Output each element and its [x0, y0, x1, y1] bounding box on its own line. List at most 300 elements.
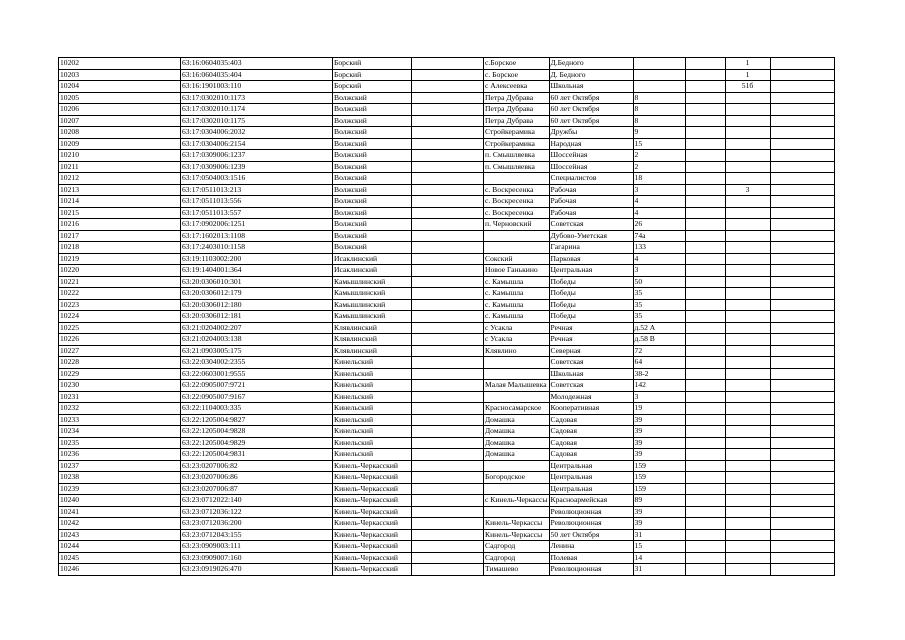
- table-row: [59, 207, 835, 219]
- building-cell: [685, 564, 725, 576]
- apartment-cell: [725, 299, 770, 311]
- blank-column-cell: [412, 426, 484, 438]
- building-cell: [685, 138, 725, 150]
- record-number-cell: 10228: [59, 357, 181, 369]
- building-cell: [685, 184, 725, 196]
- street-cell: Победы: [549, 288, 633, 300]
- district-cell: Волжский: [333, 242, 412, 254]
- record-number-cell: 10239: [59, 483, 181, 495]
- settlement-cell: [484, 483, 550, 495]
- table-row: [59, 564, 835, 576]
- house-number-cell: 9: [633, 127, 685, 139]
- cadastral-number-cell: 63:21:0204002:207: [181, 322, 333, 334]
- apartment-cell: [725, 92, 770, 104]
- street-cell: Рабочая: [549, 184, 633, 196]
- extra-cell: [770, 288, 834, 300]
- extra-cell: [770, 334, 834, 346]
- blank-column-cell: [412, 219, 484, 231]
- district-cell: Клявлинский: [333, 345, 412, 357]
- building-cell: [685, 276, 725, 288]
- cadastral-number-cell: 63:19:1103002:200: [181, 253, 333, 265]
- extra-cell: [770, 403, 834, 415]
- table-row: [59, 58, 835, 70]
- cadastral-number-cell: 63:17:0511013:213: [181, 184, 333, 196]
- house-number-cell: д.58 В: [633, 334, 685, 346]
- district-cell: Волжский: [333, 127, 412, 139]
- apartment-cell: [725, 495, 770, 507]
- table-row: [59, 242, 835, 254]
- settlement-cell: с Усакла: [484, 334, 550, 346]
- building-cell: [685, 495, 725, 507]
- house-number-cell: 72: [633, 345, 685, 357]
- cadastral-number-cell: 63:20:0306012:180: [181, 299, 333, 311]
- record-number-cell: 10236: [59, 449, 181, 461]
- cadastral-number-cell: 63:23:0909007:160: [181, 552, 333, 564]
- house-number-cell: 4: [633, 207, 685, 219]
- blank-column-cell: [412, 529, 484, 541]
- building-cell: [685, 380, 725, 392]
- house-number-cell: [633, 69, 685, 81]
- building-cell: [685, 253, 725, 265]
- district-cell: Борский: [333, 58, 412, 70]
- street-cell: Гагарина: [549, 242, 633, 254]
- house-number-cell: 159: [633, 472, 685, 484]
- settlement-cell: Садгород: [484, 541, 550, 553]
- record-number-cell: 10214: [59, 196, 181, 208]
- building-cell: [685, 437, 725, 449]
- settlement-cell: с.Борское: [484, 58, 550, 70]
- apartment-cell: [725, 150, 770, 162]
- cadastral-number-cell: 63:21:0903005:175: [181, 345, 333, 357]
- blank-column-cell: [412, 322, 484, 334]
- blank-column-cell: [412, 460, 484, 472]
- settlement-cell: Петра Дубрава: [484, 115, 550, 127]
- record-number-cell: 10240: [59, 495, 181, 507]
- extra-cell: [770, 299, 834, 311]
- extra-cell: [770, 253, 834, 265]
- house-number-cell: 38-2: [633, 368, 685, 380]
- house-number-cell: 50: [633, 276, 685, 288]
- extra-cell: [770, 483, 834, 495]
- building-cell: [685, 541, 725, 553]
- table-row: [59, 276, 835, 288]
- district-cell: Кинельский: [333, 414, 412, 426]
- table-row: [59, 518, 835, 530]
- record-number-cell: 10238: [59, 472, 181, 484]
- settlement-cell: Стройкерамика: [484, 127, 550, 139]
- settlement-cell: Домашка: [484, 449, 550, 461]
- registry-sheet: [58, 57, 835, 576]
- street-cell: Речная: [549, 334, 633, 346]
- apartment-cell: [725, 414, 770, 426]
- street-cell: Северная: [549, 345, 633, 357]
- blank-column-cell: [412, 196, 484, 208]
- table-row: [59, 380, 835, 392]
- district-cell: Кинельский: [333, 391, 412, 403]
- settlement-cell: [484, 357, 550, 369]
- house-number-cell: 19: [633, 403, 685, 415]
- house-number-cell: 31: [633, 529, 685, 541]
- building-cell: [685, 391, 725, 403]
- street-cell: Центральная: [549, 460, 633, 472]
- district-cell: Кинельский: [333, 426, 412, 438]
- record-number-cell: 10206: [59, 104, 181, 116]
- table-row: [59, 506, 835, 518]
- record-number-cell: 10226: [59, 334, 181, 346]
- district-cell: Кинельский: [333, 437, 412, 449]
- settlement-cell: [484, 391, 550, 403]
- building-cell: [685, 334, 725, 346]
- street-cell: Рабочая: [549, 207, 633, 219]
- blank-column-cell: [412, 69, 484, 81]
- blank-column-cell: [412, 115, 484, 127]
- building-cell: [685, 552, 725, 564]
- district-cell: Кинель-Черкасский: [333, 460, 412, 472]
- table-row: [59, 173, 835, 185]
- table-row: [59, 357, 835, 369]
- extra-cell: [770, 173, 834, 185]
- district-cell: Камышлинский: [333, 311, 412, 323]
- cadastral-number-cell: 63:22:1205004:9828: [181, 426, 333, 438]
- record-number-cell: 10229: [59, 368, 181, 380]
- blank-column-cell: [412, 299, 484, 311]
- house-number-cell: [633, 58, 685, 70]
- extra-cell: [770, 81, 834, 93]
- record-number-cell: 10215: [59, 207, 181, 219]
- house-number-cell: [633, 81, 685, 93]
- apartment-cell: 3: [725, 184, 770, 196]
- house-number-cell: 39: [633, 449, 685, 461]
- cadastral-number-cell: 63:23:0712043:155: [181, 529, 333, 541]
- district-cell: Волжский: [333, 92, 412, 104]
- extra-cell: [770, 322, 834, 334]
- building-cell: [685, 426, 725, 438]
- cadastral-number-cell: 63:23:0207006:87: [181, 483, 333, 495]
- house-number-cell: 8: [633, 115, 685, 127]
- table-row: [59, 437, 835, 449]
- extra-cell: [770, 242, 834, 254]
- building-cell: [685, 357, 725, 369]
- record-number-cell: 10227: [59, 345, 181, 357]
- district-cell: Кинель-Черкасский: [333, 552, 412, 564]
- record-number-cell: 10244: [59, 541, 181, 553]
- street-cell: Победы: [549, 276, 633, 288]
- building-cell: [685, 230, 725, 242]
- settlement-cell: Петра Дубрава: [484, 92, 550, 104]
- settlement-cell: п. Черновский: [484, 219, 550, 231]
- building-cell: [685, 345, 725, 357]
- settlement-cell: с. Камышла: [484, 299, 550, 311]
- table-row: [59, 460, 835, 472]
- building-cell: [685, 161, 725, 173]
- apartment-cell: [725, 104, 770, 116]
- blank-column-cell: [412, 334, 484, 346]
- blank-column-cell: [412, 449, 484, 461]
- district-cell: Клявлинский: [333, 322, 412, 334]
- cadastral-number-cell: 63:22:1205004:9829: [181, 437, 333, 449]
- street-cell: Молодежная: [549, 391, 633, 403]
- street-cell: Рабочая: [549, 196, 633, 208]
- cadastral-number-cell: 63:17:0304006:2154: [181, 138, 333, 150]
- table-row: [59, 230, 835, 242]
- record-number-cell: 10221: [59, 276, 181, 288]
- table-row: [59, 161, 835, 173]
- district-cell: Борский: [333, 69, 412, 81]
- apartment-cell: [725, 311, 770, 323]
- apartment-cell: [725, 138, 770, 150]
- building-cell: [685, 518, 725, 530]
- district-cell: Волжский: [333, 115, 412, 127]
- district-cell: Волжский: [333, 138, 412, 150]
- blank-column-cell: [412, 242, 484, 254]
- cadastral-number-cell: 63:20:0306012:181: [181, 311, 333, 323]
- street-cell: Народная: [549, 138, 633, 150]
- blank-column-cell: [412, 58, 484, 70]
- district-cell: Волжский: [333, 196, 412, 208]
- cadastral-number-cell: 63:17:0309006:1239: [181, 161, 333, 173]
- blank-column-cell: [412, 81, 484, 93]
- house-number-cell: 89: [633, 495, 685, 507]
- apartment-cell: [725, 265, 770, 277]
- building-cell: [685, 69, 725, 81]
- building-cell: [685, 506, 725, 518]
- extra-cell: [770, 552, 834, 564]
- district-cell: Камышлинский: [333, 288, 412, 300]
- street-cell: Революционная: [549, 506, 633, 518]
- blank-column-cell: [412, 138, 484, 150]
- table-row: [59, 196, 835, 208]
- extra-cell: [770, 150, 834, 162]
- blank-column-cell: [412, 518, 484, 530]
- blank-column-cell: [412, 403, 484, 415]
- record-number-cell: 10231: [59, 391, 181, 403]
- settlement-cell: с. Камышла: [484, 311, 550, 323]
- apartment-cell: [725, 506, 770, 518]
- building-cell: [685, 311, 725, 323]
- extra-cell: [770, 184, 834, 196]
- extra-cell: [770, 518, 834, 530]
- settlement-cell: Домашка: [484, 414, 550, 426]
- blank-column-cell: [412, 564, 484, 576]
- house-number-cell: 159: [633, 483, 685, 495]
- street-cell: Советская: [549, 219, 633, 231]
- blank-column-cell: [412, 391, 484, 403]
- extra-cell: [770, 529, 834, 541]
- house-number-cell: 35: [633, 311, 685, 323]
- apartment-cell: [725, 242, 770, 254]
- building-cell: [685, 196, 725, 208]
- record-number-cell: 10234: [59, 426, 181, 438]
- building-cell: [685, 173, 725, 185]
- extra-cell: [770, 345, 834, 357]
- settlement-cell: Стройкерамика: [484, 138, 550, 150]
- apartment-cell: [725, 449, 770, 461]
- blank-column-cell: [412, 414, 484, 426]
- house-number-cell: 14: [633, 552, 685, 564]
- extra-cell: [770, 58, 834, 70]
- blank-column-cell: [412, 541, 484, 553]
- settlement-cell: с. Камышла: [484, 288, 550, 300]
- cadastral-number-cell: 63:20:0306012:179: [181, 288, 333, 300]
- extra-cell: [770, 138, 834, 150]
- apartment-cell: [725, 219, 770, 231]
- blank-column-cell: [412, 184, 484, 196]
- record-number-cell: 10235: [59, 437, 181, 449]
- building-cell: [685, 368, 725, 380]
- settlement-cell: Малая Малышевка: [484, 380, 550, 392]
- street-cell: Садовая: [549, 449, 633, 461]
- cadastral-number-cell: 63:22:1205004:9831: [181, 449, 333, 461]
- street-cell: Д. Бедного: [549, 69, 633, 81]
- street-cell: Победы: [549, 299, 633, 311]
- settlement-cell: Петра Дубрава: [484, 104, 550, 116]
- street-cell: Дубово-Уметская: [549, 230, 633, 242]
- cadastral-number-cell: 63:22:0304002:2355: [181, 357, 333, 369]
- district-cell: Кинель-Черкасский: [333, 483, 412, 495]
- district-cell: Камышлинский: [333, 299, 412, 311]
- district-cell: Кинельский: [333, 380, 412, 392]
- cadastral-number-cell: 63:22:1104003:335: [181, 403, 333, 415]
- blank-column-cell: [412, 552, 484, 564]
- house-number-cell: 2: [633, 150, 685, 162]
- table-body: [59, 58, 835, 576]
- blank-column-cell: [412, 380, 484, 392]
- extra-cell: [770, 230, 834, 242]
- apartment-cell: 1: [725, 69, 770, 81]
- building-cell: [685, 414, 725, 426]
- cadastral-number-cell: 63:17:0302010:1175: [181, 115, 333, 127]
- apartment-cell: [725, 196, 770, 208]
- street-cell: 60 лет Октября: [549, 115, 633, 127]
- blank-column-cell: [412, 368, 484, 380]
- settlement-cell: Богородское: [484, 472, 550, 484]
- extra-cell: [770, 380, 834, 392]
- apartment-cell: [725, 173, 770, 185]
- district-cell: Кинель-Черкасский: [333, 472, 412, 484]
- apartment-cell: [725, 380, 770, 392]
- extra-cell: [770, 472, 834, 484]
- cadastral-number-cell: 63:17:0304006:2032: [181, 127, 333, 139]
- house-number-cell: д.52 А: [633, 322, 685, 334]
- blank-column-cell: [412, 265, 484, 277]
- record-number-cell: 10225: [59, 322, 181, 334]
- house-number-cell: 39: [633, 506, 685, 518]
- district-cell: Волжский: [333, 184, 412, 196]
- apartment-cell: [725, 334, 770, 346]
- record-number-cell: 10243: [59, 529, 181, 541]
- settlement-cell: [484, 173, 550, 185]
- street-cell: 60 лет Октября: [549, 92, 633, 104]
- building-cell: [685, 92, 725, 104]
- extra-cell: [770, 196, 834, 208]
- extra-cell: [770, 391, 834, 403]
- extra-cell: [770, 311, 834, 323]
- table-row: [59, 345, 835, 357]
- street-cell: Советская: [549, 380, 633, 392]
- district-cell: Кинель-Черкасский: [333, 495, 412, 507]
- settlement-cell: [484, 506, 550, 518]
- record-number-cell: 10246: [59, 564, 181, 576]
- cadastral-number-cell: 63:19:1404001:364: [181, 265, 333, 277]
- apartment-cell: [725, 230, 770, 242]
- district-cell: Волжский: [333, 207, 412, 219]
- street-cell: Центральная: [549, 472, 633, 484]
- building-cell: [685, 322, 725, 334]
- apartment-cell: [725, 207, 770, 219]
- blank-column-cell: [412, 483, 484, 495]
- district-cell: Кинель-Черкасский: [333, 506, 412, 518]
- property-table: [58, 57, 835, 576]
- cadastral-number-cell: 63:16:1901003:110: [181, 81, 333, 93]
- table-row: [59, 138, 835, 150]
- building-cell: [685, 472, 725, 484]
- cadastral-number-cell: 63:21:0204003:138: [181, 334, 333, 346]
- table-row: [59, 403, 835, 415]
- building-cell: [685, 219, 725, 231]
- building-cell: [685, 265, 725, 277]
- house-number-cell: 35: [633, 299, 685, 311]
- cadastral-number-cell: 63:17:0511013:556: [181, 196, 333, 208]
- record-number-cell: 10230: [59, 380, 181, 392]
- extra-cell: [770, 368, 834, 380]
- district-cell: Кинель-Черкасский: [333, 518, 412, 530]
- house-number-cell: 74а: [633, 230, 685, 242]
- table-row: [59, 322, 835, 334]
- district-cell: Исаклинский: [333, 265, 412, 277]
- district-cell: Кинельский: [333, 368, 412, 380]
- building-cell: [685, 115, 725, 127]
- extra-cell: [770, 92, 834, 104]
- settlement-cell: с Усакла: [484, 322, 550, 334]
- district-cell: Борский: [333, 81, 412, 93]
- cadastral-number-cell: 63:17:1602013:1108: [181, 230, 333, 242]
- blank-column-cell: [412, 345, 484, 357]
- apartment-cell: [725, 115, 770, 127]
- building-cell: [685, 483, 725, 495]
- record-number-cell: 10237: [59, 460, 181, 472]
- apartment-cell: [725, 552, 770, 564]
- settlement-cell: с. Воскресенка: [484, 207, 550, 219]
- street-cell: 60 лет Октября: [549, 104, 633, 116]
- blank-column-cell: [412, 276, 484, 288]
- building-cell: [685, 150, 725, 162]
- settlement-cell: Домашка: [484, 437, 550, 449]
- record-number-cell: 10222: [59, 288, 181, 300]
- apartment-cell: [725, 288, 770, 300]
- blank-column-cell: [412, 161, 484, 173]
- blank-column-cell: [412, 127, 484, 139]
- house-number-cell: 31: [633, 564, 685, 576]
- record-number-cell: 10241: [59, 506, 181, 518]
- apartment-cell: [725, 322, 770, 334]
- street-cell: Парковая: [549, 253, 633, 265]
- extra-cell: [770, 265, 834, 277]
- extra-cell: [770, 449, 834, 461]
- house-number-cell: 3: [633, 391, 685, 403]
- apartment-cell: [725, 253, 770, 265]
- house-number-cell: 8: [633, 92, 685, 104]
- apartment-cell: [725, 403, 770, 415]
- extra-cell: [770, 357, 834, 369]
- apartment-cell: [725, 460, 770, 472]
- extra-cell: [770, 564, 834, 576]
- settlement-cell: с. Воскресенка: [484, 196, 550, 208]
- record-number-cell: 10203: [59, 69, 181, 81]
- settlement-cell: с. Воскресенка: [484, 184, 550, 196]
- building-cell: [685, 104, 725, 116]
- apartment-cell: 51б: [725, 81, 770, 93]
- record-number-cell: 10232: [59, 403, 181, 415]
